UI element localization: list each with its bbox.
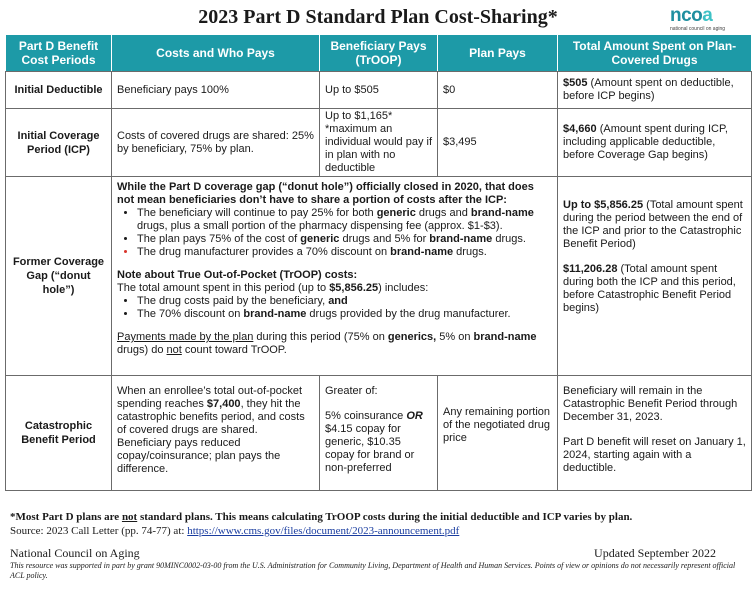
row-coverage-gap [6,177,752,376]
updated-date: Updated September 2022 [594,546,716,560]
total-gap-period: Up to $5,856.25 (Total amount spent during the period between the end of the ICP and prior to the Catastrophic Benefit Period) [563,199,743,250]
beneficiary-deductible: Up to $505 [320,72,438,109]
troop-note-heading: Note about True Out-of-Pocket (TrOOP) costs: [117,269,358,281]
gap-cost-list [117,207,552,259]
plan-catastrophic: Any remaining portion of the negotiated drug price [438,376,558,491]
beneficiary-catastrophic [320,376,438,491]
logo-subtitle: national council on aging [670,26,726,32]
header-total: Total Amount Spent on Plan-Covered Drugs [558,35,752,72]
plan-icp: $3,495 [438,109,558,177]
header-period: Part D Benefit Cost Periods [6,35,112,72]
total-catastrophic-remain: Beneficiary will remain in the Catastrophic Benefit Period through December 31, 2023. [563,385,738,423]
total-icp-note: (Amount spent during ICP, including applicable deductible, before Coverage Gap begins) [563,123,728,161]
list-item: • The 70% discount on brand-name drugs provided by the drug manufacturer. [137,308,552,321]
page-title: 2023 Part D Standard Plan Cost-Sharing* [198,6,558,28]
total-gap-cumulative: $11,206.28 (Total amount spent during both the ICP and this period, before Catastrophic Benefit Period begins) [563,263,736,314]
costs-catastrophic: When an enrollee’s total out-of-pocket spending reaches $7,400, they hit the catastrophic benefits period, and costs of covered drugs are shared. Beneficiary pays reduced copay/coinsurance; plan pays the difference. [112,376,320,491]
total-icp [558,109,752,177]
header-beneficiary: Beneficiary Pays (TrOOP) [320,35,438,72]
ncoa-logo [670,6,746,32]
logo-accent-letter: a [702,5,713,26]
source-link[interactable]: https://www.cms.gov/files/document/2023-announcement.pdf [187,525,460,537]
period-icp: Initial Coverage Period (ICP) [6,109,112,177]
costs-icp: Costs of covered drugs are shared: 25% by beneficiary, 75% by plan. [112,109,320,177]
organization-name: National Council on Aging [10,546,140,560]
row-catastrophic [6,376,752,491]
row-initial-coverage [6,109,752,177]
period-deductible: Initial Deductible [6,72,112,109]
table-header-row [6,35,752,72]
header-plan: Plan Pays [438,35,558,72]
source-line: Source: 2023 Call Letter (pp. 74-77) at: https://www.cms.gov/files/document/2023-announcement.pdf [10,525,460,537]
period-gap: Former Coverage Gap (“donut hole”) [6,177,112,376]
row-initial-deductible [6,72,752,109]
list-item: • The plan pays 75% of the cost of generic drugs and 5% for brand-name drugs. [137,233,552,246]
period-catastrophic: Catastrophic Benefit Period [6,376,112,491]
troop-note-text: The total amount spent in this period (up to $5,856.25) includes: [117,282,429,294]
beneficiary-greater-of: Greater of: [325,385,378,397]
total-gap [558,177,752,376]
beneficiary-coinsurance: 5% coinsurance OR $4.15 copay for generic, $10.35 copay for brand or non-preferred [325,410,423,474]
list-item: • The drug costs paid by the beneficiary, and [137,295,552,308]
header-costs: Costs and Who Pays [112,35,320,72]
footnote: *Most Part D plans are not standard plans. This means calculating TrOOP costs during the initial deductible and ICP varies by plan. [10,511,633,523]
plan-payments-note: Payments made by the plan during this period (75% on generics, 5% on brand-name drugs) do not count toward TrOOP. [117,331,537,356]
beneficiary-icp: Up to $1,165* *maximum an individual would pay if in plan with no deductible [320,109,438,177]
total-catastrophic-reset: Part D benefit will reset on January 1, 2024, starting again with a deductible. [563,436,746,474]
logo-word: nco [670,5,703,26]
troop-list [117,295,552,321]
list-item: • The drug manufacturer provides a 70% discount on brand-name drugs. [137,246,552,259]
grant-disclaimer: This resource was supported in part by grant 90MINC0002-03-00 from the U.S. Administration for Community Living, Department of Health and Human Services. Points of view or opinions do not necessarily represent official ACL policy. [10,561,736,580]
costs-deductible: Beneficiary pays 100% [112,72,320,109]
total-deductible-amount: $505 [563,77,588,89]
gap-lead: While the Part D coverage gap (“donut hole”) officially closed in 2020, that does not mean beneficiaries don’t have to share a portion of costs after the ICP: [117,181,534,206]
total-icp-amount: $4,660 [563,123,597,135]
plan-deductible: $0 [438,72,558,109]
list-item: • The beneficiary will continue to pay 25% for both generic drugs and brand-name drugs, plus a small portion of the pharmacy dispensing fee (approx. $1-$3). [137,207,552,233]
total-deductible [558,72,752,109]
total-catastrophic [558,376,752,491]
total-deductible-note: (Amount spent on deductible, before ICP begins) [563,77,734,102]
cost-sharing-table [5,34,752,491]
gap-description [112,177,558,376]
